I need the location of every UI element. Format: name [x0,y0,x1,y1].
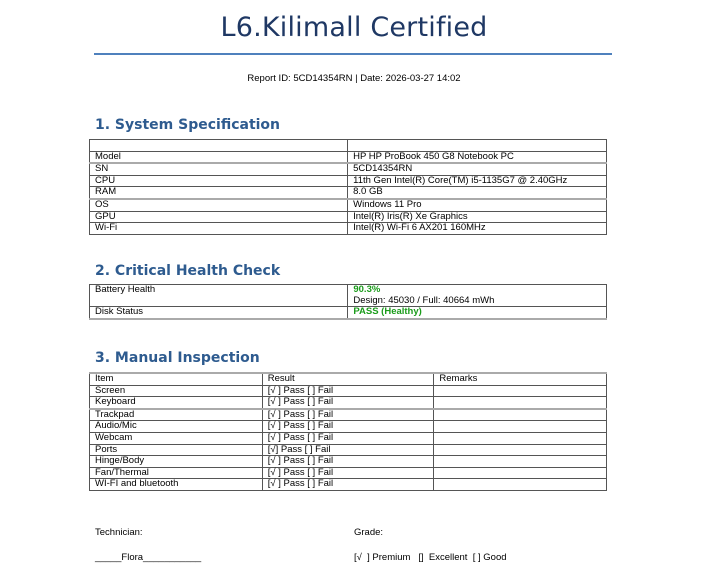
inspection-remarks[interactable] [434,409,607,421]
document-title: L6.Kilimall Certified [220,12,488,43]
battery-capacity-detail: Design: 45030 / Full: 40664 mWh [353,294,495,306]
inspection-remarks[interactable] [434,479,607,491]
spec-value: 8.0 GB [348,187,607,199]
inspection-item: Hinge/Body [90,456,263,468]
spec-value: Intel(R) Wi-Fi 6 AX201 160MHz [348,223,607,235]
spec-value: 11th Gen Intel(R) Core(TM) i5-1135G7 @ 2.40GHz [348,175,607,187]
column-header-item: Item [90,373,263,385]
health-check-table [89,284,607,320]
inspection-result[interactable]: [√ ] Pass [ ] Fail [262,456,434,468]
table-row [90,140,607,152]
table-row [90,151,607,163]
table-row [90,397,607,409]
inspection-item: Webcam [90,432,263,444]
section-heading-manual-inspection: 3. Manual Inspection [95,350,260,366]
column-header-result: Result [262,373,434,385]
battery-health-value [348,285,607,307]
battery-health-label: Battery Health [90,285,348,307]
inspection-item: Audio/Mic [90,421,263,433]
section-heading-health-check: 2. Critical Health Check [95,263,281,279]
table-row [90,223,607,235]
disk-status-value: PASS (Healthy) [348,307,607,319]
table-row [90,456,607,468]
spec-label: SN [90,163,348,175]
inspection-remarks[interactable] [434,397,607,409]
inspection-item: WI-FI and bluetooth [90,479,263,491]
table-row [90,163,607,175]
spec-value: HP HP ProBook 450 G8 Notebook PC [348,151,607,163]
spec-value: Windows 11 Pro [348,199,607,211]
spec-label: CPU [90,175,348,187]
spec-label [90,140,348,152]
system-spec-table [89,139,607,235]
spec-label: Model [90,151,348,163]
table-row [90,385,607,397]
table-row [90,432,607,444]
disk-status-label: Disk Status [90,307,348,319]
technician-label: Technician: [95,527,143,538]
column-header-remarks: Remarks [434,373,607,385]
table-row [90,187,607,199]
inspection-remarks[interactable] [434,421,607,433]
inspection-item: Trackpad [90,409,263,421]
inspection-result[interactable]: [√ ] Pass [ ] Fail [262,432,434,444]
table-row [90,467,607,479]
inspection-item: Ports [90,444,263,456]
report-id-date: Report ID: 5CD14354RN | Date: 2026-03-27 14:02 [247,73,461,84]
table-row [90,421,607,433]
table-row [90,175,607,187]
inspection-item: Screen [90,385,263,397]
table-row [90,444,607,456]
inspection-result[interactable]: [√] Pass [ ] Fail [262,444,434,456]
battery-percent: 90.3% [353,284,381,295]
inspection-item: Fan/Thermal [90,467,263,479]
inspection-result[interactable]: [√ ] Pass [ ] Fail [262,421,434,433]
inspection-remarks[interactable] [434,467,607,479]
table-row [90,285,607,307]
inspection-remarks[interactable] [434,432,607,444]
table-row [90,211,607,223]
inspection-result[interactable]: [√ ] Pass [ ] Fail [262,479,434,491]
table-row [90,199,607,211]
table-row [90,479,607,491]
grade-options[interactable]: [√ ] Premium [] Excellent [ ] Good [354,552,507,563]
manual-inspection-table [89,372,607,491]
table-row [90,409,607,421]
table-row [90,307,607,319]
inspection-remarks[interactable] [434,385,607,397]
inspection-result[interactable]: [√ ] Pass [ ] Fail [262,409,434,421]
spec-label: Wi-Fi [90,223,348,235]
inspection-result[interactable]: [√ ] Pass [ ] Fail [262,397,434,409]
spec-label: RAM [90,187,348,199]
spec-value [348,140,607,152]
inspection-result[interactable]: [√ ] Pass [ ] Fail [262,467,434,479]
table-header-row [90,373,607,385]
spec-value: Intel(R) Iris(R) Xe Graphics [348,211,607,223]
spec-label: OS [90,199,348,211]
spec-label: GPU [90,211,348,223]
inspection-remarks[interactable] [434,456,607,468]
inspection-result[interactable]: [√ ] Pass [ ] Fail [262,385,434,397]
grade-label: Grade: [354,527,384,538]
spec-value: 5CD14354RN [348,163,607,175]
inspection-item: Keyboard [90,397,263,409]
inspection-remarks[interactable] [434,444,607,456]
section-heading-system-spec: 1. System Specification [95,117,281,133]
technician-signature[interactable]: _____Flora___________ [95,552,202,563]
title-divider [94,53,612,55]
